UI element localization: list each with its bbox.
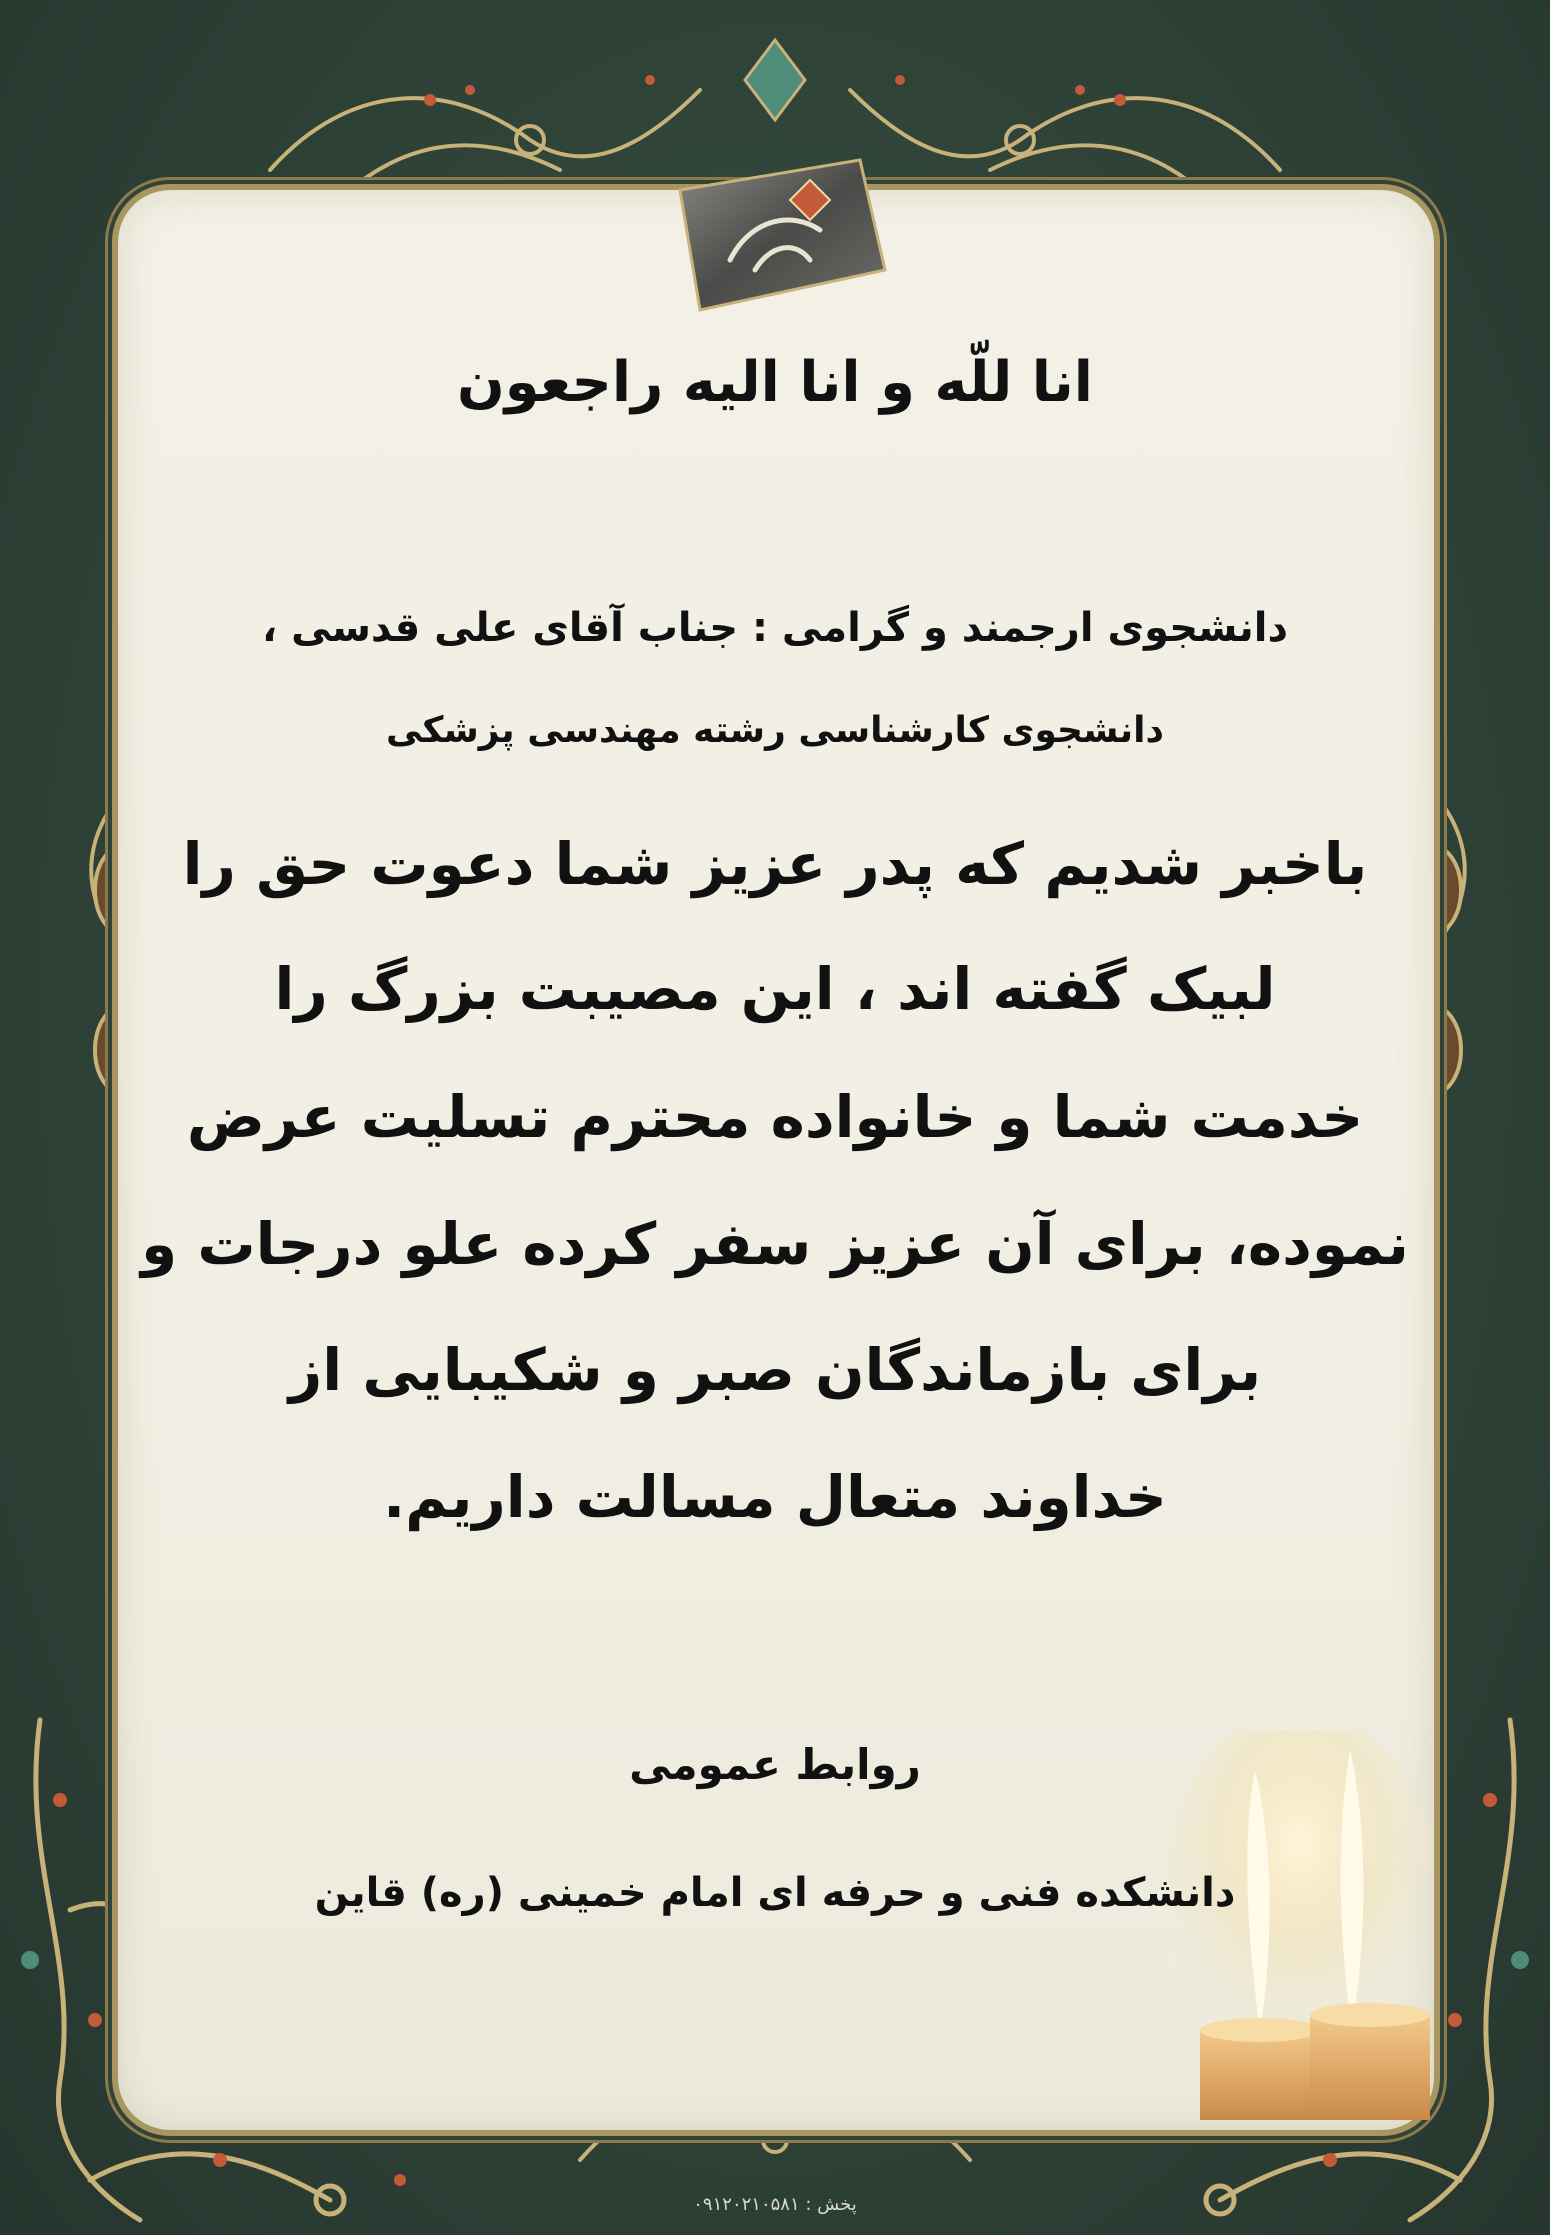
signature-department: روابط عمومی — [629, 1740, 921, 1789]
addressee-line: دانشجوی ارجمند و گرامی : جناب آقای علی قدسی ، — [262, 605, 1288, 651]
message-line: خداوند متعال مسالت داریم. — [383, 1463, 1167, 1531]
calligraphy-emblem-icon — [660, 150, 900, 320]
distribution-footer: پخش : ۰۹۱۲۰۲۱۰۵۸۱ — [693, 2194, 857, 2215]
quran-verse-heading: انا للّه و انا الیه راجعون — [457, 350, 1093, 415]
message-line: لبیک گفته اند ، این مصیبت بزرگ را — [274, 955, 1276, 1023]
message-line: باخبر شدیم که پدر عزیز شما دعوت حق را — [182, 830, 1368, 898]
message-line: نموده، برای آن عزیز سفر کرده علو درجات و — [141, 1210, 1409, 1278]
addressee-role-line: دانشجوی کارشناسی رشته مهندسی پزشکی — [386, 710, 1164, 751]
message-line: خدمت شما و خانواده محترم تسلیت عرض — [186, 1083, 1364, 1151]
message-line: برای بازماندگان صبر و شکیبایی از — [288, 1336, 1262, 1404]
signature-institution: دانشکده فنی و حرفه ای امام خمینی (ره) قاین — [314, 1870, 1236, 1916]
